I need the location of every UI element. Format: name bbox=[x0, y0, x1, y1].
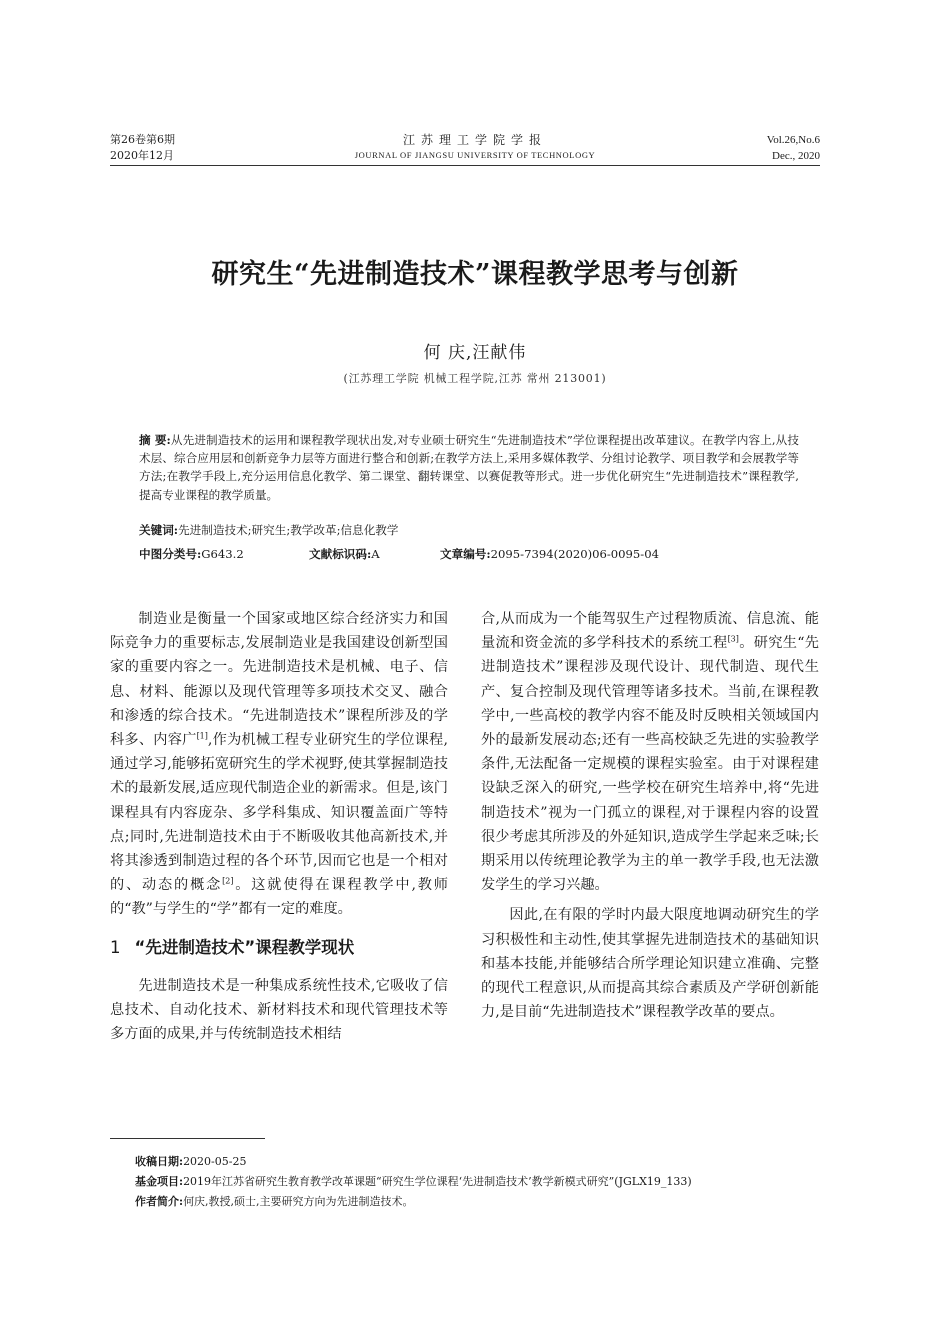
section-title: “先进制造技术”课程教学现状 bbox=[134, 937, 355, 957]
section-number: 1 bbox=[110, 937, 121, 957]
footnote-author bbox=[135, 1192, 835, 1212]
citation-ref: [1] bbox=[196, 731, 208, 741]
article-id-label: 文章编号: bbox=[440, 547, 491, 561]
footnote-rule bbox=[110, 1138, 265, 1139]
header-date-cn: 2020年12月 bbox=[110, 149, 174, 162]
body-text: 。这就使得在课程教学中,教师的“教”与学生的“学”都有一定的难度。 bbox=[110, 877, 448, 918]
body-paragraph bbox=[481, 607, 819, 897]
article-id bbox=[440, 546, 659, 562]
footnote-label: 作者简介: bbox=[135, 1195, 184, 1208]
abstract-label: 摘 要: bbox=[139, 433, 171, 447]
footnote-received bbox=[135, 1152, 835, 1172]
footnote-fund bbox=[135, 1172, 835, 1192]
footnotes bbox=[135, 1152, 835, 1212]
keywords bbox=[139, 522, 398, 538]
citation-ref: [3] bbox=[727, 634, 739, 644]
body-column-right bbox=[481, 607, 819, 1024]
journal-name-cn: 江苏理工学院学报 bbox=[402, 133, 547, 147]
clc-label: 中图分类号: bbox=[139, 547, 202, 561]
footnote-value: 何庆,教授,硕士,主要研究方向为先进制造技术。 bbox=[183, 1195, 414, 1208]
paper-authors: 何 庆,汪献伟 bbox=[423, 343, 527, 363]
citation-ref: [2] bbox=[222, 876, 234, 886]
section-heading bbox=[110, 936, 448, 960]
body-column-left bbox=[110, 607, 448, 1046]
doc-value: A bbox=[371, 547, 380, 561]
body-text: 。研究生“先进制造技术”课程涉及现代设计、现代制造、现代生产、复合控制及现代管理等诸多技术。当前,在课程教学中,一些高校的教学内容不能及时反映相关领域国内外的最新发展动态;还有一些高校缺乏先进的实验教学条件,无法配备一定规模的课程实验室。由于对课程建设缺乏深入的研究,一些学校在研究生培养中,将“先进制造技术”视为一门孤立的课程,对于课程内容的设置很少考虑其所涉及的外延知识,造成学生学起来乏味;长期采用以传统理论教学为主的单一教学手段,也无法激发学生的学习兴趣。 bbox=[481, 635, 819, 894]
journal-name-en: JOURNAL OF JIANGSU UNIVERSITY OF TECHNOLOGY bbox=[354, 150, 596, 160]
paper-affiliation: (江苏理工学院 机械工程学院,江苏 常州 213001) bbox=[343, 372, 607, 385]
header-journal-block bbox=[300, 132, 650, 162]
header-volume-en: Vol.26,No.6 bbox=[766, 134, 820, 146]
header-rule bbox=[110, 165, 820, 166]
header-date-en: Dec., 2020 bbox=[772, 150, 820, 162]
body-paragraph: 因此,在有限的学时内最大限度地调动研究生的学习积极性和主动性,使其掌握先进制造技术的基础知识和基本技能,并能够结合所学理论知识建立准确、完整的现代工程意识,从而提高其综合素质及产学研创新能力,是目前“先进制造技术”课程教学改革的要点。 bbox=[481, 907, 819, 1021]
footnote-label: 基金项目: bbox=[135, 1175, 184, 1188]
footnote-value: 2019年江苏省研究生教育教学改革课题“研究生学位课程‘先进制造技术’教学新模式研究”(JGLX19_133) bbox=[183, 1175, 692, 1188]
footnote-value: 2020-05-25 bbox=[183, 1155, 247, 1168]
article-id-value: 2095-7394(2020)06-0095-04 bbox=[490, 547, 659, 561]
keywords-label: 关键词: bbox=[139, 523, 179, 537]
clc-value: G643.2 bbox=[201, 547, 244, 561]
keywords-text: 先进制造技术;研究生;教学改革;信息化教学 bbox=[178, 523, 399, 537]
document-code bbox=[309, 546, 380, 562]
footnote-label: 收稿日期: bbox=[135, 1155, 184, 1168]
body-paragraph: 先进制造技术是一种集成系统性技术,它吸收了信息技术、自动化技术、新材料技术和现代管理技术等多方面的成果,并与传统制造技术相结 bbox=[110, 977, 448, 1043]
paper-title: 研究生“先进制造技术”课程教学思考与创新 bbox=[211, 259, 739, 290]
body-paragraph bbox=[110, 607, 448, 922]
header-volume-cn-block bbox=[110, 132, 175, 164]
body-text: 合,从而成为一个能驾驭生产过程物质流、信息流、能量流和资金流的多学科技术的系统工程 bbox=[481, 611, 819, 652]
header-volume-en-block bbox=[767, 132, 820, 164]
abstract-text: 从先进制造技术的运用和课程教学现状出发,对专业硕士研究生“先进制造技术”学位课程提出改革建议。在教学内容上,从技术层、综合应用层和创新竞争力层等方面进行整合和创新;在教学方法上,采用多媒体教学、分组讨论教学、项目教学和会展教学等方法;在教学手段上,充分运用信息化教学、第二课堂、翻转课堂、以赛促教等形式。进一步优化研究生“先进制造技术”课程教学,提高专业课程的教学质量。 bbox=[139, 433, 799, 502]
clc-number bbox=[139, 546, 244, 562]
body-text: 制造业是衡量一个国家或地区综合经济实力和国际竞争力的重要标志,发展制造业是我国建设创新型国家的重要内容之一。先进制造技术是机械、电子、信息、材料、能源以及现代管理等多项技术交叉、融合和渗透的综合技术。“先进制造技术”课程所涉及的学科多、内容广 bbox=[110, 611, 448, 749]
header-volume-cn: 第26卷第6期 bbox=[110, 133, 175, 146]
abstract bbox=[139, 431, 799, 504]
body-text: ,作为机械工程专业研究生的学位课程,通过学习,能够拓宽研究生的学术视野,使其掌握制造技术的最新发展,适应现代制造企业的新需求。但是,该门课程具有内容庞杂、多学科集成、知识覆盖面广等特点;同时,先进制造技术由于不断吸收其他高新技术,并将其渗透到制造过程的各个环节,因而它也是一个相对的、动态的概念 bbox=[110, 732, 448, 894]
doc-label: 文献标识码: bbox=[309, 547, 372, 561]
